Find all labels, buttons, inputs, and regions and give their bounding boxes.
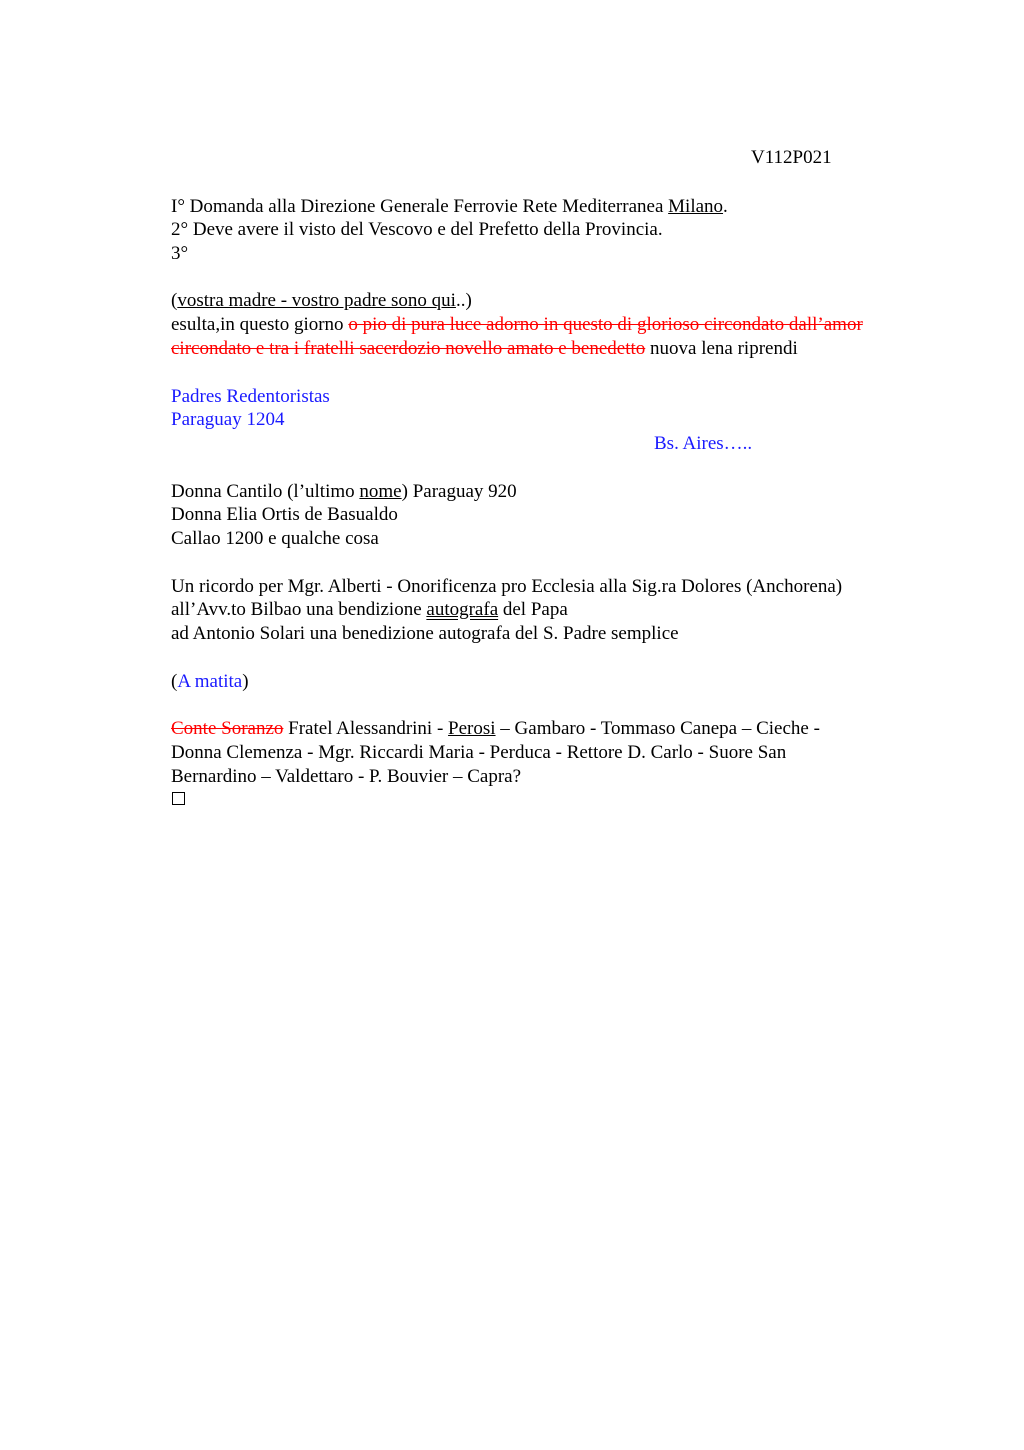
address-city: Bs. Aires….. [654, 433, 753, 454]
ricordo-2-underlined: autografa [426, 599, 499, 620]
song-close: ..) [455, 290, 472, 311]
song-header [171, 289, 472, 313]
donna-1-underlined: nome [359, 481, 402, 502]
names-line-2: Donna Clemenza - Mgr. Riccardi Maria - Perduca - Rettore D. Carlo - Suore San [171, 742, 787, 763]
song-underlined: vostra madre - vostro padre sono qui [177, 290, 456, 311]
donna-line-3: Callao 1200 e qualche cosa [171, 528, 379, 549]
pencil-close: ) [242, 671, 249, 692]
item-1 [171, 195, 728, 219]
document-id: V112P021 [751, 147, 832, 168]
name-underlined: Perosi [448, 718, 496, 739]
ricordo-2-b: del Papa [502, 599, 568, 620]
donna-1-a: Donna Cantilo (l’ultimo [171, 481, 355, 502]
pencil-text: A matita [177, 671, 243, 692]
place-milano: Milano [668, 196, 724, 217]
ricordo-2-a: all’Avv.to Bilbao una bendizione [171, 599, 422, 620]
item-2: 2° Deve avere il visto del Vescovo e del Prefetto della Provincia. [171, 219, 663, 240]
item-1-text: I° Domanda alla Direzione Generale Ferrovie Rete Mediterranea [171, 196, 664, 217]
deleted-text-1: o pio di pura luce adorno in questo di glorioso circondato dall’amor [348, 314, 863, 335]
item-3: 3° [171, 243, 189, 264]
ricordo-line-1: Un ricordo per Mgr. Alberti - Onorificenza pro Ecclesia alla Sig.ra Dolores (Anchorena) [171, 576, 843, 597]
song-line-2 [171, 337, 798, 361]
song-end: nuova lena riprendi [650, 338, 798, 359]
item-1-end: . [723, 196, 728, 217]
deleted-text-2: circondato e tra i fratelli sacerdozio novello amato e benedetto [171, 338, 646, 359]
song-line-1 [171, 313, 863, 337]
names-1-a: Fratel Alessandrini - [288, 718, 444, 739]
pencil-open: ( [171, 671, 178, 692]
song-start: esulta,in questo giorno [171, 314, 344, 335]
names-1-b: – Gambaro - Tommaso Canepa – Cieche - [500, 718, 820, 739]
names-line-1 [171, 717, 820, 741]
address-line-2: Paraguay 1204 [171, 409, 285, 430]
names-line-3: Bernardino – Valdettaro - P. Bouvier – Capra? [171, 766, 522, 787]
checkbox-icon [172, 792, 185, 805]
donna-1-b: ) Paraguay 920 [401, 481, 517, 502]
address-line-1: Padres Redentoristas [171, 386, 330, 407]
donna-line-2: Donna Elia Ortis de Basualdo [171, 504, 398, 525]
song-open-paren: ( [171, 290, 178, 311]
deleted-name: Conte Soranzo [171, 718, 284, 739]
donna-line-1 [171, 480, 517, 504]
pencil-note [171, 670, 249, 694]
ricordo-line-2 [171, 598, 568, 622]
ricordo-line-3: ad Antonio Solari una benedizione autografa del S. Padre semplice [171, 623, 679, 644]
